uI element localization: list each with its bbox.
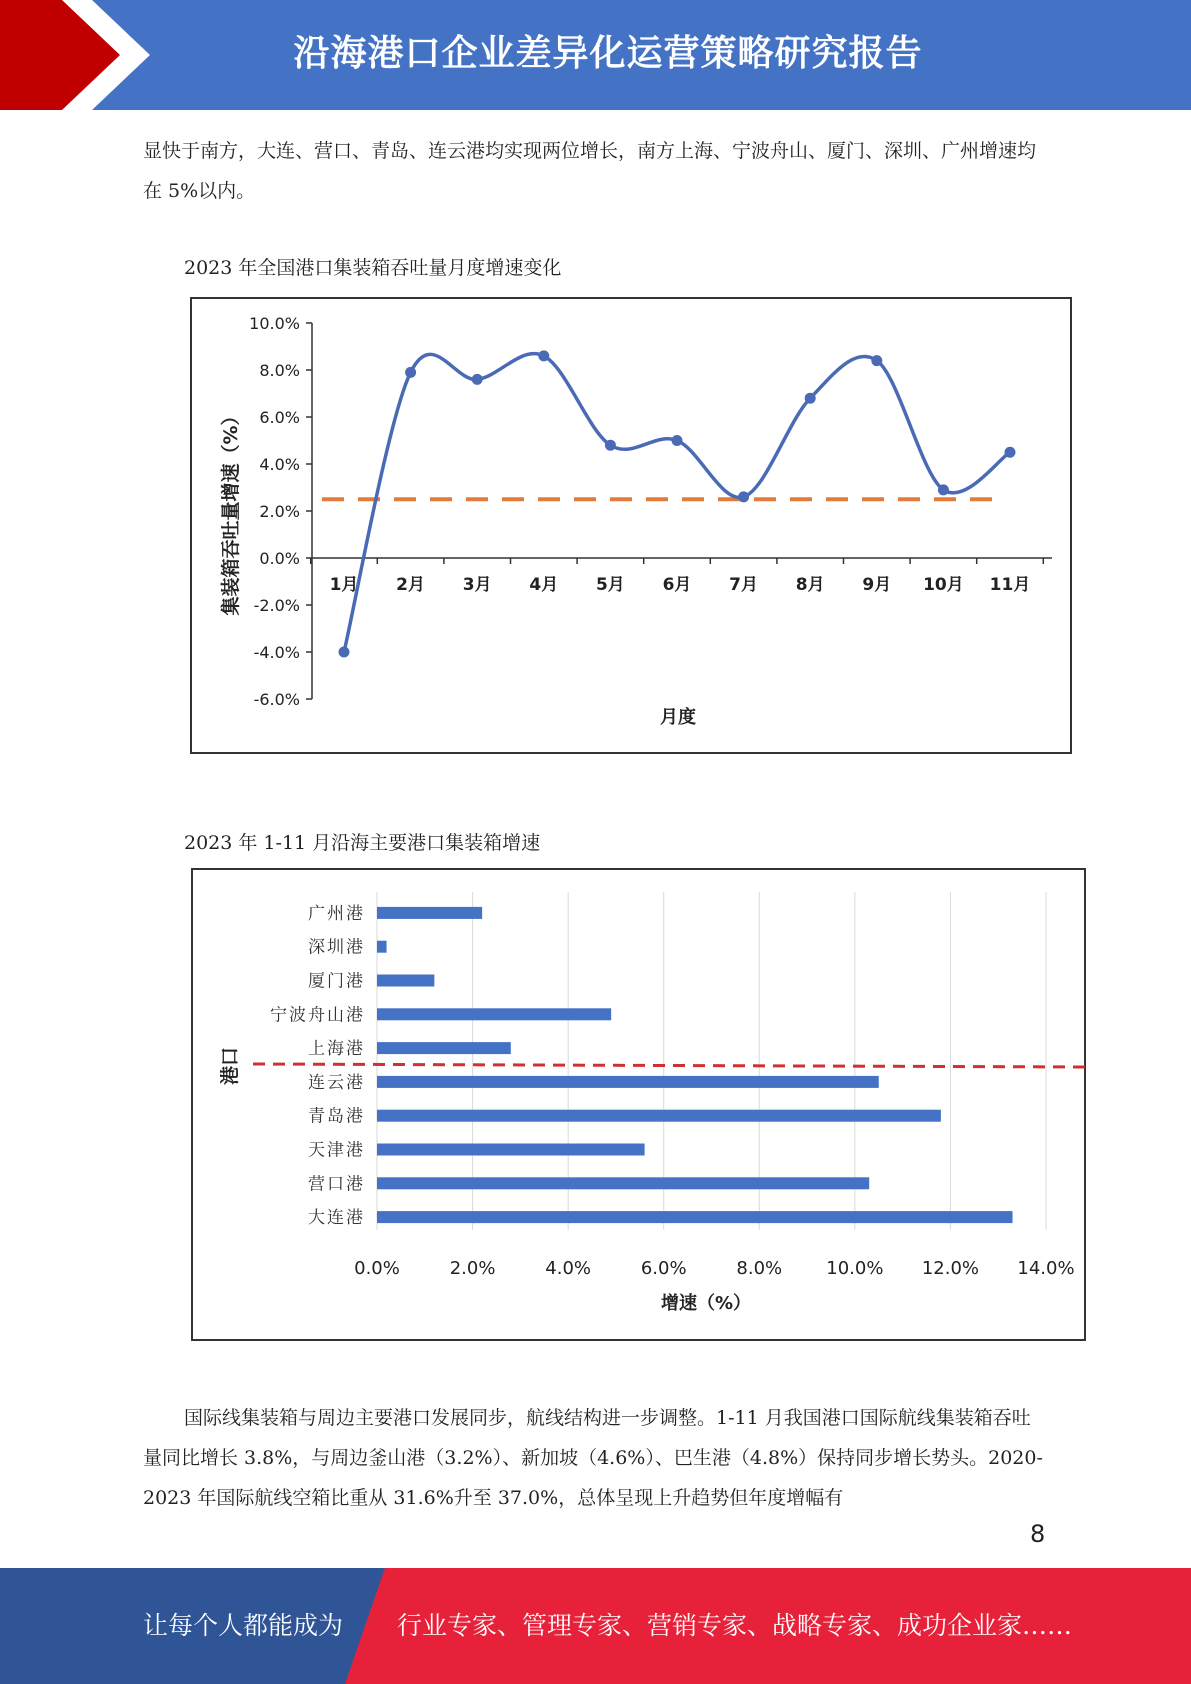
bar-chart-container [191, 868, 1086, 1341]
page-number: 8 [1030, 1520, 1046, 1548]
y-tick-label: 厦门港 [308, 971, 365, 992]
y-tick-label: 连云港 [308, 1072, 365, 1093]
y-tick-label: 广州港 [308, 903, 365, 924]
x-tick-label: 12.0% [921, 1258, 980, 1279]
bar [377, 907, 482, 919]
y-tick-label: -4.0% [253, 643, 300, 662]
x-tick-label: 1月 [329, 575, 359, 595]
x-tick-label: 6月 [662, 575, 692, 595]
data-point [738, 491, 749, 502]
figure-2-caption: 2023 年 1-11 月沿海主要港口集装箱增速 [184, 832, 541, 854]
data-point [472, 374, 483, 385]
footer-slogan-right: 行业专家、管理专家、营销专家、战略专家、成功企业家…… [397, 1611, 1073, 1640]
data-point [672, 435, 683, 446]
x-axis-title: 月度 [660, 707, 696, 728]
y-tick-label: 营口港 [308, 1174, 365, 1195]
y-tick-label: 0.0% [259, 549, 300, 568]
data-point [605, 440, 616, 451]
y-tick-label: 上海港 [308, 1039, 365, 1060]
x-tick-label: 0.0% [354, 1258, 400, 1279]
y-tick-label: 宁波舟山港 [270, 1005, 365, 1026]
x-tick-label: 7月 [729, 575, 759, 595]
bar [377, 1211, 1013, 1223]
y-tick-label: 大连港 [308, 1208, 365, 1229]
x-tick-label: 10.0% [826, 1258, 884, 1279]
series-line [344, 354, 1010, 652]
y-tick-label: 青岛港 [308, 1106, 365, 1127]
bar [377, 1177, 869, 1189]
x-tick-label: 8月 [795, 575, 825, 595]
bar [377, 1008, 611, 1020]
bar [377, 1076, 879, 1088]
x-axis-title: 增速（%） [660, 1293, 752, 1314]
data-point [1005, 447, 1016, 458]
x-tick-label: 3月 [462, 575, 492, 595]
header-banner [0, 0, 1191, 110]
x-tick-label: 2月 [396, 575, 426, 595]
report-title: 沿海港口企业差异化运营策略研究报告 [293, 33, 923, 74]
y-tick-label: 深圳港 [308, 937, 365, 958]
y-tick-label: 2.0% [259, 502, 300, 521]
data-point [538, 350, 549, 361]
bar [377, 975, 434, 987]
x-tick-label: 8.0% [736, 1258, 783, 1279]
y-tick-label: -6.0% [253, 690, 300, 709]
bar [377, 1042, 511, 1054]
x-tick-label: 14.0% [1017, 1258, 1075, 1279]
x-tick-label: 10月 [923, 575, 964, 595]
y-tick-label: 天津港 [308, 1140, 365, 1161]
footer-banner [0, 1568, 1191, 1684]
line-chart-container [190, 297, 1072, 754]
bar [377, 1144, 645, 1156]
monthly-growth-line-chart [192, 299, 1074, 756]
x-tick-label: 11月 [989, 575, 1031, 595]
y-tick-label: 8.0% [259, 361, 300, 380]
x-tick-label: 6.0% [640, 1258, 687, 1279]
data-point [871, 355, 882, 366]
bar [377, 1110, 941, 1122]
data-point [339, 647, 350, 658]
north-south-divider [253, 1064, 1086, 1067]
x-tick-label: 4月 [529, 575, 559, 595]
x-tick-label: 4.0% [545, 1258, 592, 1279]
y-tick-label: 6.0% [259, 408, 300, 427]
port-growth-bar-chart [193, 870, 1088, 1343]
figure-1-caption: 2023 年全国港口集装箱吞吐量月度增速变化 [184, 257, 562, 279]
x-tick-label: 9月 [862, 575, 892, 595]
x-tick-label: 2.0% [449, 1258, 496, 1279]
x-tick-label: 5月 [595, 575, 625, 595]
footer-slogan-left: 让每个人都能成为 [143, 1611, 344, 1640]
y-tick-label: 10.0% [249, 314, 300, 333]
y-axis-title: 港口 [219, 1046, 241, 1086]
data-point [938, 484, 949, 495]
y-tick-label: 4.0% [259, 455, 300, 474]
body-paragraph-2: 国际线集装箱与周边主要港口发展同步，航线结构进一步调整。1-11 月我国港口国际航线集装箱吞吐量同比增长 3.8%，与周边釜山港（3.2%）、新加坡（4.6%）、巴生港（4.8%）保持同步增长势头。2020-2023 年国际航线空箱比重从 31.6%升至 37.0%，总体呈现上升趋势但年度增幅有 [143, 1407, 1043, 1509]
y-tick-label: -2.0% [253, 596, 300, 615]
data-point [805, 393, 816, 404]
body-paragraph-1: 显快于南方，大连、营口、青岛、连云港均实现两位增长，南方上海、宁波舟山、厦门、深圳、广州增速均在 5%以内。 [143, 140, 1037, 202]
y-axis-title: 集装箱吞吐量增速（%） [220, 406, 242, 616]
bar [377, 941, 387, 953]
data-point [405, 367, 416, 378]
